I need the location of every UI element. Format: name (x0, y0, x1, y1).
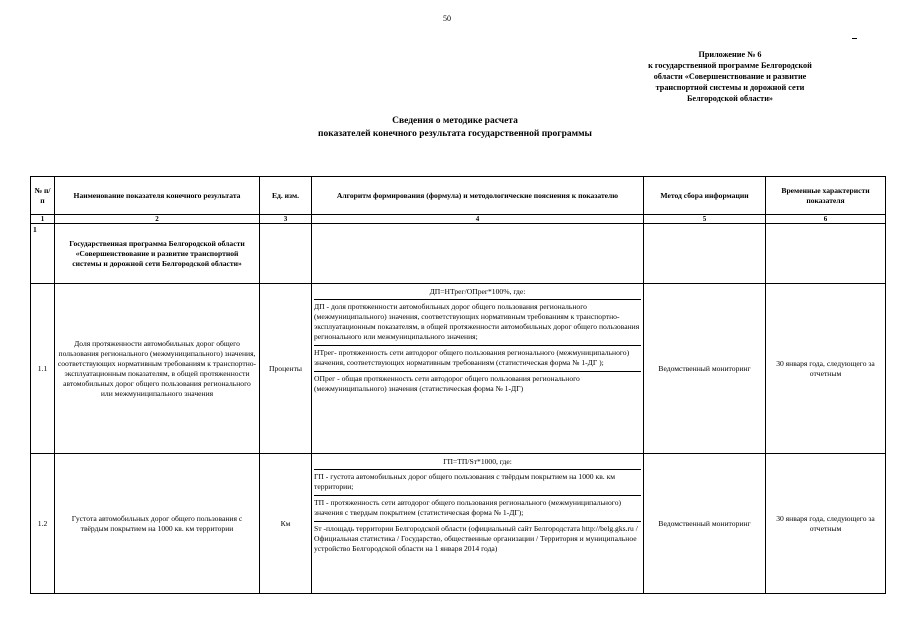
row-1-2-para-3: Sт -площадь территории Белгородской области (официальный сайт Белгородстата http://belg.gks.ru / Официальная статистика / Государство, общественные организации / Территория и муниципальное устройство Белгородской области на 1 января 2014 года) (314, 521, 641, 554)
annex-line-3: области «Совершенствование и развитие (653, 72, 807, 81)
col-number: 2 (55, 215, 260, 224)
table-row (31, 284, 886, 454)
row-1-1-no: 1.1 (31, 284, 55, 454)
document-title (250, 115, 660, 141)
col-number: 1 (31, 215, 55, 224)
title-line-2: показателей конечного результата государственной программы (318, 129, 592, 139)
col-number: 5 (644, 215, 766, 224)
col-number: 6 (766, 215, 886, 224)
row-1-1-para-2: НТрег- протяженность сети автодорог общего пользования регионального (межмуниципального) значения, соответствующих нормативным требованиям (статистическая форма № 1-ДГ ); (314, 345, 641, 368)
header-algorithm: Алгоритм формирования (формула) и методологические пояснения к показателю (312, 177, 644, 215)
row-1-2-unit: Км (260, 454, 312, 594)
annex-line-4: транспортной системы и дорожной сети (655, 83, 805, 92)
row-1-2-para-2: ТП - протяженность сети автодорог общего пользования регионального (межмуниципального) значения с твердым покрытием (статистическая форма № 1-ДГ); (314, 495, 641, 518)
row-1-1-method: Ведомственный мониторинг (644, 284, 766, 454)
row-1-1-unit: Проценты (260, 284, 312, 454)
program-row (31, 224, 886, 284)
annex-header (600, 49, 860, 104)
row-1-2-method: Ведомственный мониторинг (644, 454, 766, 594)
row-1-2-algorithm (312, 454, 644, 594)
row-1-2-no: 1.2 (31, 454, 55, 594)
header-no: № п/п (31, 177, 55, 215)
program-row-no: 1 (31, 224, 55, 284)
header-unit: Ед. изм. (260, 177, 312, 215)
row-1-1-name: Доля протяженности автомобильных дорог общего пользования регионального (межмуниципального) значения, соответствующих нормативным требованиям к транспортно-эксплуатационным показателям, в общей протяженности автомобильных дорог общего пользования регионального или межмуниципального значения (55, 284, 260, 454)
empty-cell (644, 224, 766, 284)
header-time: Временные характеристи показателя (766, 177, 886, 215)
header-name: Наименование показателя конечного результата (55, 177, 260, 215)
title-line-1: Сведения о методике расчета (392, 116, 518, 126)
row-1-2-formula: ГП=ТП/Sт*1000, где: (443, 457, 512, 466)
column-number-row (31, 215, 886, 224)
annex-line-5: Белгородской области» (686, 94, 774, 103)
row-1-1-formula: ДП=НТрег/ОПрег*100%, где: (429, 287, 526, 296)
program-row-name: Государственная программа Белгородской области «Совершенствование и развитие транспортной системы и дорожной сети Белгородской области» (55, 224, 260, 284)
empty-cell (260, 224, 312, 284)
col-number: 3 (260, 215, 312, 224)
row-1-1-algorithm (312, 284, 644, 454)
table-row (31, 454, 886, 594)
empty-cell (312, 224, 644, 284)
row-1-1-time: 30 января года, следующего за отчетным (766, 284, 886, 454)
empty-cell (766, 224, 886, 284)
page-number: 50 (443, 14, 451, 23)
corner-mark (852, 38, 857, 39)
header-method: Метод сбора информации (644, 177, 766, 215)
annex-line-1: Приложение № 6 (698, 50, 762, 59)
row-1-2-para-1: ГП - густота автомобильных дорог общего пользования с твёрдым покрытием на 1000 кв. км территории; (314, 469, 641, 492)
methodology-table (30, 176, 886, 594)
row-1-2-name: Густота автомобильных дорог общего пользования с твёрдым покрытием на 1000 кв. км территории (55, 454, 260, 594)
annex-line-2: к государственной программе Белгородской (648, 61, 812, 70)
col-number: 4 (312, 215, 644, 224)
row-1-2-time: 30 января года, следующего за отчетным (766, 454, 886, 594)
header-row (31, 177, 886, 215)
row-1-1-para-3: ОПрег - общая протяженность сети автодорог общего пользования регионального (межмуниципального) значения (статистическая форма № 1-ДГ) (314, 371, 641, 394)
row-1-1-para-1: ДП - доля протяженности автомобильных дорог общего пользования регионального (межмуниципального) значения, соответствующих нормативным требованиям к транспортно-эксплуатационным показателям, в общей протяженности автомобильных дорог общего пользования регионального или межмуниципального значения; (314, 299, 641, 342)
